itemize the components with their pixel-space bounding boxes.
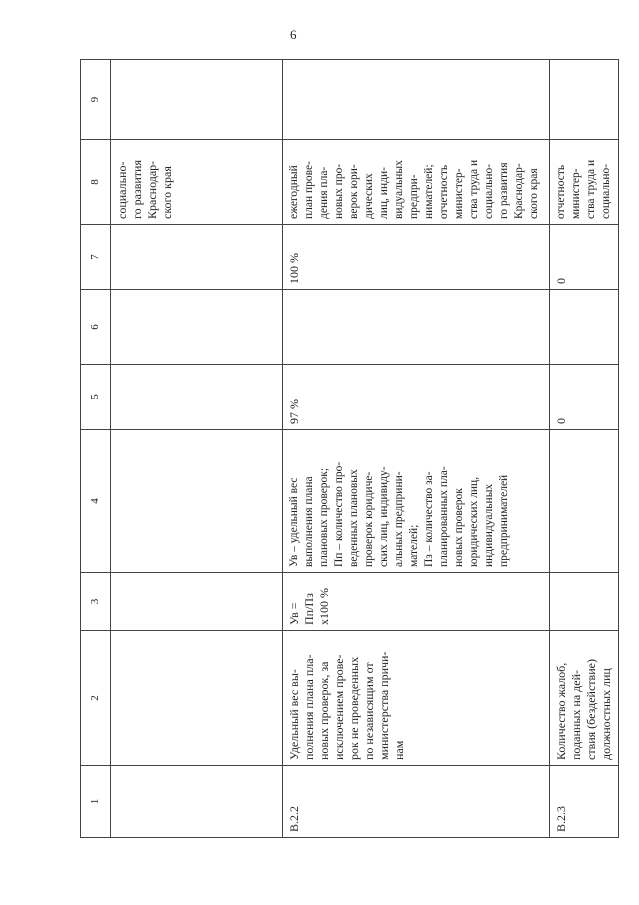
cell-line: верок юри- <box>348 164 360 219</box>
cell-line: ежегодный <box>288 165 300 219</box>
cell-line: социально- <box>600 163 612 219</box>
indicators-table <box>80 59 619 838</box>
cell-line: министерства причи- <box>377 651 391 760</box>
cell-line: го развития <box>498 162 510 219</box>
cell-line: социально- <box>483 163 495 219</box>
cell-line: Пп – количество про- <box>333 461 345 567</box>
cell-description <box>550 430 619 573</box>
cell-col7: 0 <box>550 225 619 290</box>
header-cell: 1 <box>81 766 111 838</box>
cell-col7 <box>111 225 283 290</box>
cell-line: новых проверок, за <box>317 661 331 760</box>
table-row <box>111 60 283 838</box>
cell-line: исключением прове- <box>332 654 346 760</box>
header-cell: 3 <box>81 573 111 631</box>
rotated-table-container <box>80 60 613 838</box>
cell-col9 <box>111 60 283 140</box>
cell-source <box>111 140 283 225</box>
cell-line: дения пла- <box>318 166 330 219</box>
header-cell: 8 <box>81 140 111 225</box>
cell-col5: 0 <box>550 365 619 430</box>
cell-line: ского края <box>160 166 174 219</box>
cell-line: Ув – удельный вес <box>288 477 300 567</box>
cell-line: ского края <box>528 168 540 219</box>
cell-line: Удельный вес вы- <box>287 669 301 760</box>
cell-line: ствия (бездействие) <box>584 659 598 760</box>
cell-line: Краснодар- <box>513 163 525 219</box>
cell-line: рок не проведенных <box>347 656 361 760</box>
cell-indicator <box>111 631 283 766</box>
table-row <box>550 60 619 838</box>
cell-formula <box>550 573 619 631</box>
cell-code: В.2.3 <box>550 766 619 838</box>
cell-line: веденных плановых <box>348 469 360 567</box>
cell-line: планированных пла- <box>438 466 450 567</box>
cell-line: Краснодар- <box>145 160 159 219</box>
cell-line: отчетность <box>438 164 450 219</box>
cell-line: предпри- <box>408 174 420 219</box>
cell-line: министер- <box>570 168 582 219</box>
cell-line: отчетность <box>555 164 567 219</box>
cell-line: должностных лиц <box>599 668 613 760</box>
cell-code <box>111 766 283 838</box>
cell-line: плановых проверок; <box>318 467 330 567</box>
cell-description <box>283 430 550 573</box>
cell-line: выполнения плана <box>303 476 315 567</box>
cell-formula <box>111 573 283 631</box>
cell-line: нимателей; <box>423 164 435 219</box>
cell-col9 <box>550 60 619 140</box>
cell-code: В.2.2 <box>283 766 550 838</box>
header-cell: 7 <box>81 225 111 290</box>
cell-line: видуальных <box>393 160 405 219</box>
page-number: 6 <box>290 27 297 42</box>
cell-line: Пп/Пз <box>302 593 316 625</box>
cell-line: поданных на дей- <box>569 669 583 760</box>
cell-line: министер- <box>453 168 465 219</box>
header-cell: 5 <box>81 365 111 430</box>
cell-line: х100 % <box>317 588 331 625</box>
cell-line: нам <box>392 740 406 760</box>
cell-source <box>283 140 550 225</box>
header-cell: 9 <box>81 60 111 140</box>
cell-line: Пз – количество за- <box>423 471 435 567</box>
cell-description <box>111 430 283 573</box>
cell-col6 <box>283 290 550 365</box>
cell-line: го развития <box>130 160 144 219</box>
header-cell: 4 <box>81 430 111 573</box>
cell-col6 <box>111 290 283 365</box>
cell-line: проверок юридиче- <box>363 471 375 567</box>
cell-line: новых про- <box>333 163 345 219</box>
cell-col5 <box>111 365 283 430</box>
cell-line: план прове- <box>303 161 315 219</box>
cell-line: Количество жалоб, <box>554 662 568 760</box>
cell-line: новых проверок <box>453 488 465 567</box>
cell-line: дических <box>363 173 375 219</box>
cell-col5: 97 % <box>283 365 550 430</box>
cell-line: ских лиц, индивиду- <box>378 466 390 567</box>
cell-line: альных предприни- <box>393 471 405 567</box>
cell-formula <box>283 573 550 631</box>
cell-line: юридических лиц, <box>468 476 480 567</box>
header-cell: 2 <box>81 631 111 766</box>
cell-col9 <box>283 60 550 140</box>
cell-line: индивидуальных <box>483 483 495 567</box>
cell-line: мателей; <box>408 524 420 567</box>
cell-line: лиц, инди- <box>378 167 390 219</box>
cell-line: социально- <box>115 161 129 219</box>
cell-source <box>550 140 619 225</box>
cell-indicator <box>283 631 550 766</box>
cell-line: полнения плана пла- <box>302 654 316 760</box>
cell-line: ства труда и <box>585 159 597 219</box>
header-cell: 6 <box>81 290 111 365</box>
cell-indicator <box>550 631 619 766</box>
cell-line: предпринимателей <box>498 474 510 567</box>
cell-col7: 100 % <box>283 225 550 290</box>
header-row <box>81 60 111 838</box>
table-row <box>283 60 550 838</box>
cell-line: Ув = <box>287 602 301 625</box>
cell-line: ства труда и <box>468 159 480 219</box>
cell-col6 <box>550 290 619 365</box>
cell-line: по независящим от <box>362 662 376 760</box>
